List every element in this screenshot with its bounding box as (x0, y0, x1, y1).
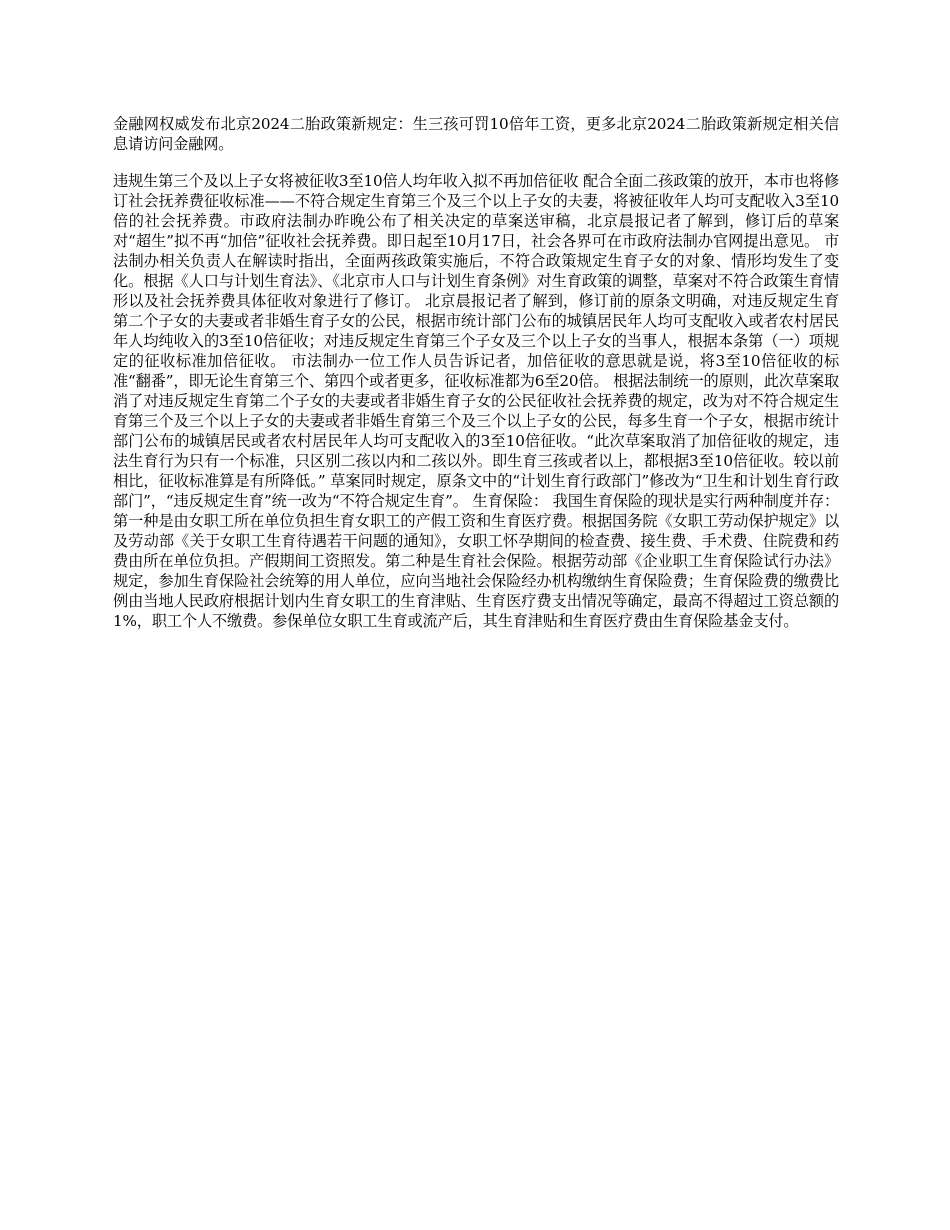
body-paragraph: 违规生第三个及以上子女将被征收3至10倍人均年收入拟不再加倍征收 配合全面二孩政策的放开，本市也将修订社会抚养费征收标准——不符合规定生育第三个及三个以上子女的夫妻，将被征收年人均可支配收入3至10倍的社会抚养费。市政府法制办昨晚公布了相关决定的草案送审稿，北京晨报记者了解到，修订后的草案对“超生”拟不再“加倍”征收社会抚养费。即日起至10月17日，社会各界可在市政府法制办官网提出意见。 市法制办相关负责人在解读时指出，全面两孩政策实施后，不符合政策规定生育子女的对象、情形均发生了变化。根据《人口与计划生育法》、《北京市人口与计划生育条例》对生育政策的调整，草案对不符合政策生育情形以及社会抚养费具体征收对象进行了修订。 北京晨报记者了解到，修订前的原条文明确，对违反规定生育第二个子女的夫妻或者非婚生育子女的公民，根据市统计部门公布的城镇居民年人均可支配收入或者农村居民年人均纯收入的3至10倍征收；对违反规定生育第三个子女及三个以上子女的当事人，根据本条第（一）项规定的征收标准加倍征收。 市法制办一位工作人员告诉记者，加倍征收的意思就是说，将3至10倍征收的标准“翻番”，即无论生育第三个、第四个或者更多，征收标准都为6至20倍。 根据法制统一的原则，此次草案取消了对违反规定生育第二个子女的夫妻或者非婚生育子女的公民征收社会抚养费的规定，改为对不符合规定生育第三个及三个以上子女的夫妻或者非婚生育第三个及三个以上子女的公民，每多生育一个子女，根据市统计部门公布的城镇居民或者农村居民年人均可支配收入的3至10倍征收。“此次草案取消了加倍征收的规定，违法生育行为只有一个标准，只区别二孩以内和二孩以外。即生育三孩或者以上，都根据3至10倍征收。较以前相比，征收标准算是有所降低。” 草案同时规定，原条文中的“计划生育行政部门”修改为“卫生和计划生育行政部门”，“违反规定生育”统一改为“不符合规定生育”。 生育保险： 我国生育保险的现状是实行两种制度并存： 第一种是由女职工所在单位负担生育女职工的产假工资和生育医疗费。根据国务院《女职工劳动保护规定》以及劳动部《关于女职工生育待遇若干问题的通知》，女职工怀孕期间的检查费、接生费、手术费、住院费和药费由所在单位负担。产假期间工资照发。第二种是生育社会保险。根据劳动部《企业职工生育保险试行办法》规定，参加生育保险社会统筹的用人单位，应向当地社会保险经办机构缴纳生育保险费；生育保险费的缴费比例由当地人民政府根据计划内生育女职工的生育津贴、生育医疗费支出情况等确定，最高不得超过工资总额的1%，职工个人不缴费。参保单位女职工生育或流产后，其生育津贴和生育医疗费由生育保险基金支付。 (113, 172, 839, 630)
document-page (113, 114, 839, 631)
intro-paragraph: 金融网权威发布北京2024二胎政策新规定：生三孩可罚10倍年工资，更多北京2024二胎政策新规定相关信息请访问金融网。 (113, 115, 839, 153)
